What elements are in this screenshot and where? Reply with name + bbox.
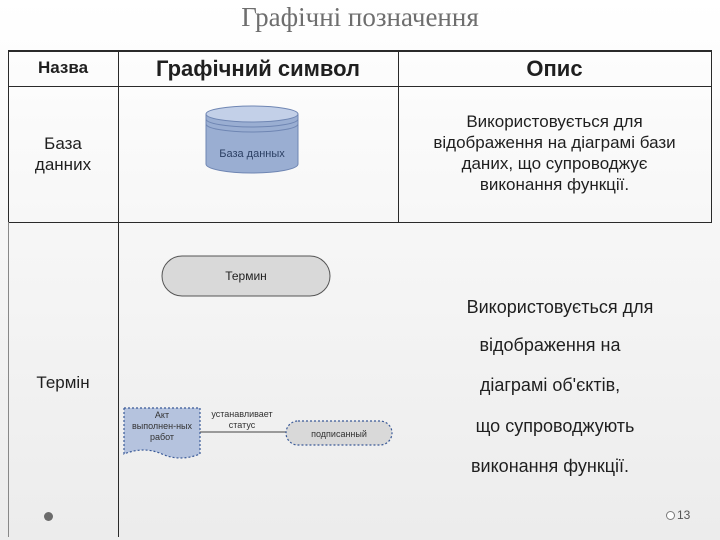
arrow-label-line2: статус <box>228 420 256 430</box>
row1-name-line1: База <box>44 134 82 153</box>
right-bullet-dot <box>666 511 675 520</box>
row1-desc-line2: відображення на діаграмі бази <box>433 133 676 152</box>
row1-desc-line4: виконання функції. <box>479 175 630 194</box>
row2-desc-line3: діаграмі об'єктів, <box>479 375 621 395</box>
row2-desc-line2: відображення на <box>479 335 621 355</box>
mini-terminal-label: подписанный <box>311 429 367 439</box>
doc-line1: Акт <box>154 410 170 420</box>
header-symbol: Графічний символ <box>155 56 361 81</box>
database-symbol <box>204 104 300 176</box>
slide-title: Графічні позначення <box>241 2 479 32</box>
row1-name-line2: данних <box>34 155 92 174</box>
header-description: Опис <box>526 56 583 81</box>
col-divider-1-row2 <box>118 222 119 537</box>
terminal-symbol <box>160 254 332 298</box>
header-name: Назва <box>37 58 89 77</box>
row1-desc-line1: Використовується для <box>466 112 643 131</box>
page-number: 13 <box>677 508 691 522</box>
row1-desc-line3: даних, що супроводжує <box>461 154 648 173</box>
row2-name: Термін <box>36 373 90 392</box>
row1-name <box>8 133 118 175</box>
header-bottom-border <box>8 86 712 87</box>
row2-desc-line4: що супроводжують <box>475 416 635 436</box>
arrow-label-line1: устанавливает <box>211 409 273 419</box>
row1-bottom-border <box>8 222 712 223</box>
doc-line3: работ <box>149 432 175 442</box>
left-bullet-dot <box>44 512 53 521</box>
terminal-symbol-label: Термин <box>225 269 267 283</box>
mini-diagram <box>120 402 396 464</box>
table-right-border <box>711 50 712 222</box>
doc-line2: выполнен-ных <box>131 421 193 431</box>
row2-desc-line5: виконання функції. <box>470 456 630 476</box>
row2-desc-line1: Використовується для <box>466 297 654 317</box>
table-top-border <box>8 50 712 52</box>
row1-description <box>398 111 711 195</box>
database-symbol-label: База данных <box>219 148 285 160</box>
